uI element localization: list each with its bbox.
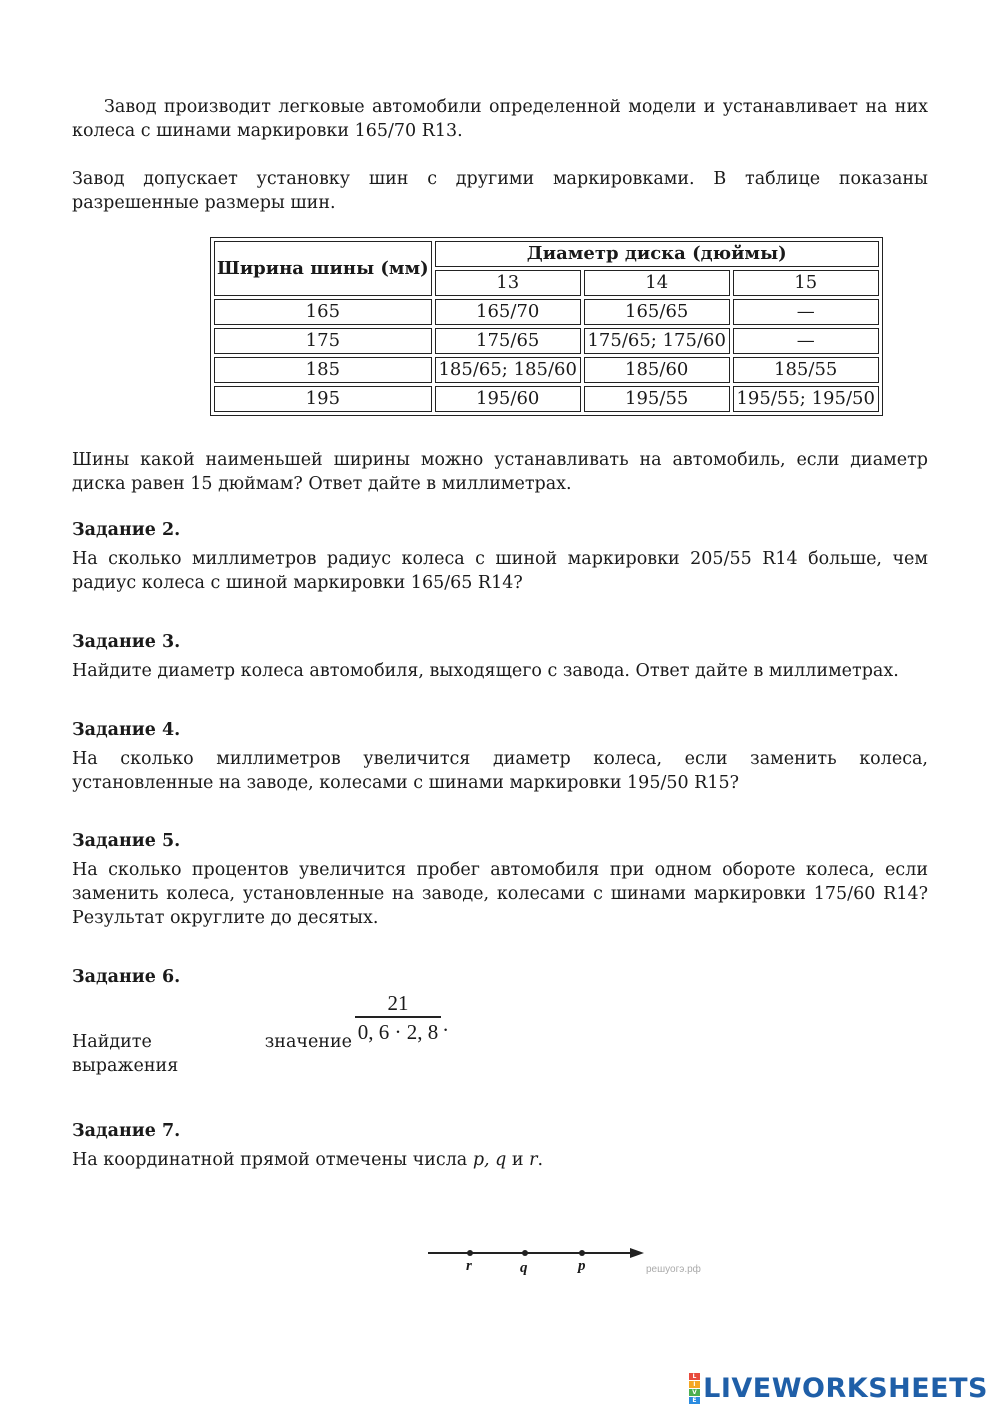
tire-sizes-table: [210, 237, 883, 416]
cell-15: 185/55: [733, 357, 879, 383]
expression-fraction: [355, 990, 449, 1046]
row-width: 165: [214, 299, 432, 325]
number-line: [428, 1240, 701, 1280]
point-q: [522, 1250, 528, 1256]
logo-letter-e: E: [689, 1397, 700, 1404]
intro-paragraph-2: Завод допускает установку шин с другими маркировками. В таблице показаны разрешенные размеры шин.: [72, 169, 928, 213]
task-3-title: Задание 3.: [72, 632, 181, 652]
point-p: [579, 1250, 585, 1256]
table-row: [214, 299, 879, 325]
cell-13: 165/70: [435, 299, 581, 325]
cell-14: 195/55: [584, 386, 730, 412]
fraction-trailing-dot: .: [443, 1012, 449, 1036]
task-7-var-last: r: [529, 1150, 538, 1170]
task-5-text: На сколько процентов увеличится пробег автомобиля при одном обороте колеса, если заменить колеса, установленные на заводе, колесами с шинами маркировки 175/60 R14? Результат округлите до десятых.: [72, 860, 928, 928]
task-7-vars: p, q: [472, 1150, 507, 1170]
logo-letter-i: I: [689, 1381, 700, 1388]
point-r: [467, 1250, 473, 1256]
fraction-denominator: 0, 6 · 2, 8: [357, 1019, 439, 1044]
task-7-text-mid: и: [506, 1150, 530, 1170]
label-p: p: [578, 1258, 586, 1274]
task-7-text-prefix: На координатной прямой отмечены числа: [72, 1150, 473, 1170]
row-width: 175: [214, 328, 432, 354]
table-row: [214, 328, 879, 354]
watermark: решуогэ.рф: [646, 1264, 701, 1275]
task-2-title: Задание 2.: [72, 520, 181, 540]
diameter-13-header: 13: [435, 270, 581, 296]
task-5-title: Задание 5.: [72, 831, 181, 851]
task-2-text: На сколько миллиметров радиус колеса с шиной маркировки 205/55 R14 больше, чем радиус колеса с шиной маркировки 165/65 R14?: [72, 549, 928, 593]
diameter-15-header: 15: [733, 270, 879, 296]
label-r: r: [466, 1258, 472, 1274]
task-4-title: Задание 4.: [72, 720, 181, 740]
diameter-group-header: Диаметр диска (дюймы): [435, 241, 879, 267]
axis-arrow-icon: [630, 1248, 644, 1258]
width-column-header: Ширина шины (мм): [214, 241, 432, 296]
diameter-14-header: 14: [584, 270, 730, 296]
logo-brand-text: LIVEWORKSHEETS: [703, 1373, 988, 1404]
task-3-text: Найдите диаметр колеса автомобиля, выходящего с завода. Ответ дайте в миллиметрах.: [72, 661, 899, 681]
intro-paragraph-1: Завод производит легковые автомобили определенной модели и устанавливает на них колеса с шинами маркировки 165/70 R13.: [72, 97, 928, 141]
task-6-title: Задание 6.: [72, 967, 181, 987]
task-6-text: Найдите значение выражения: [72, 1032, 352, 1076]
table-row: [214, 357, 879, 383]
cell-14: 165/65: [584, 299, 730, 325]
task-7-text-end: .: [537, 1150, 544, 1170]
question-1: Шины какой наименьшей ширины можно устанавливать на автомобиль, если диаметр диска равен 15 дюймам? Ответ дайте в миллиметрах.: [72, 450, 928, 494]
cell-15: —: [733, 299, 879, 325]
fraction-numerator: 21: [387, 991, 409, 1015]
task-7-text: [72, 1148, 928, 1172]
logo-mark-icon: [689, 1373, 699, 1404]
cell-13: 195/60: [435, 386, 581, 412]
logo-letter-l: L: [689, 1373, 700, 1380]
task-7-title: Задание 7.: [72, 1121, 181, 1141]
number-line-axis: [428, 1240, 668, 1280]
task-4-text: На сколько миллиметров увеличится диаметр колеса, если заменить колеса, установленные на заводе, колесами с шинами маркировки 195/50 R15?: [72, 749, 928, 793]
table-row: [214, 386, 879, 412]
cell-15: —: [733, 328, 879, 354]
label-q: q: [520, 1260, 528, 1276]
cell-15: 195/55; 195/50: [733, 386, 879, 412]
cell-14: 185/60: [584, 357, 730, 383]
cell-13: 185/65; 185/60: [435, 357, 581, 383]
cell-13: 175/65: [435, 328, 581, 354]
liveworksheets-logo: [689, 1373, 988, 1404]
cell-14: 175/65; 175/60: [584, 328, 730, 354]
row-width: 185: [214, 357, 432, 383]
logo-letter-v: V: [689, 1389, 700, 1396]
row-width: 195: [214, 386, 432, 412]
